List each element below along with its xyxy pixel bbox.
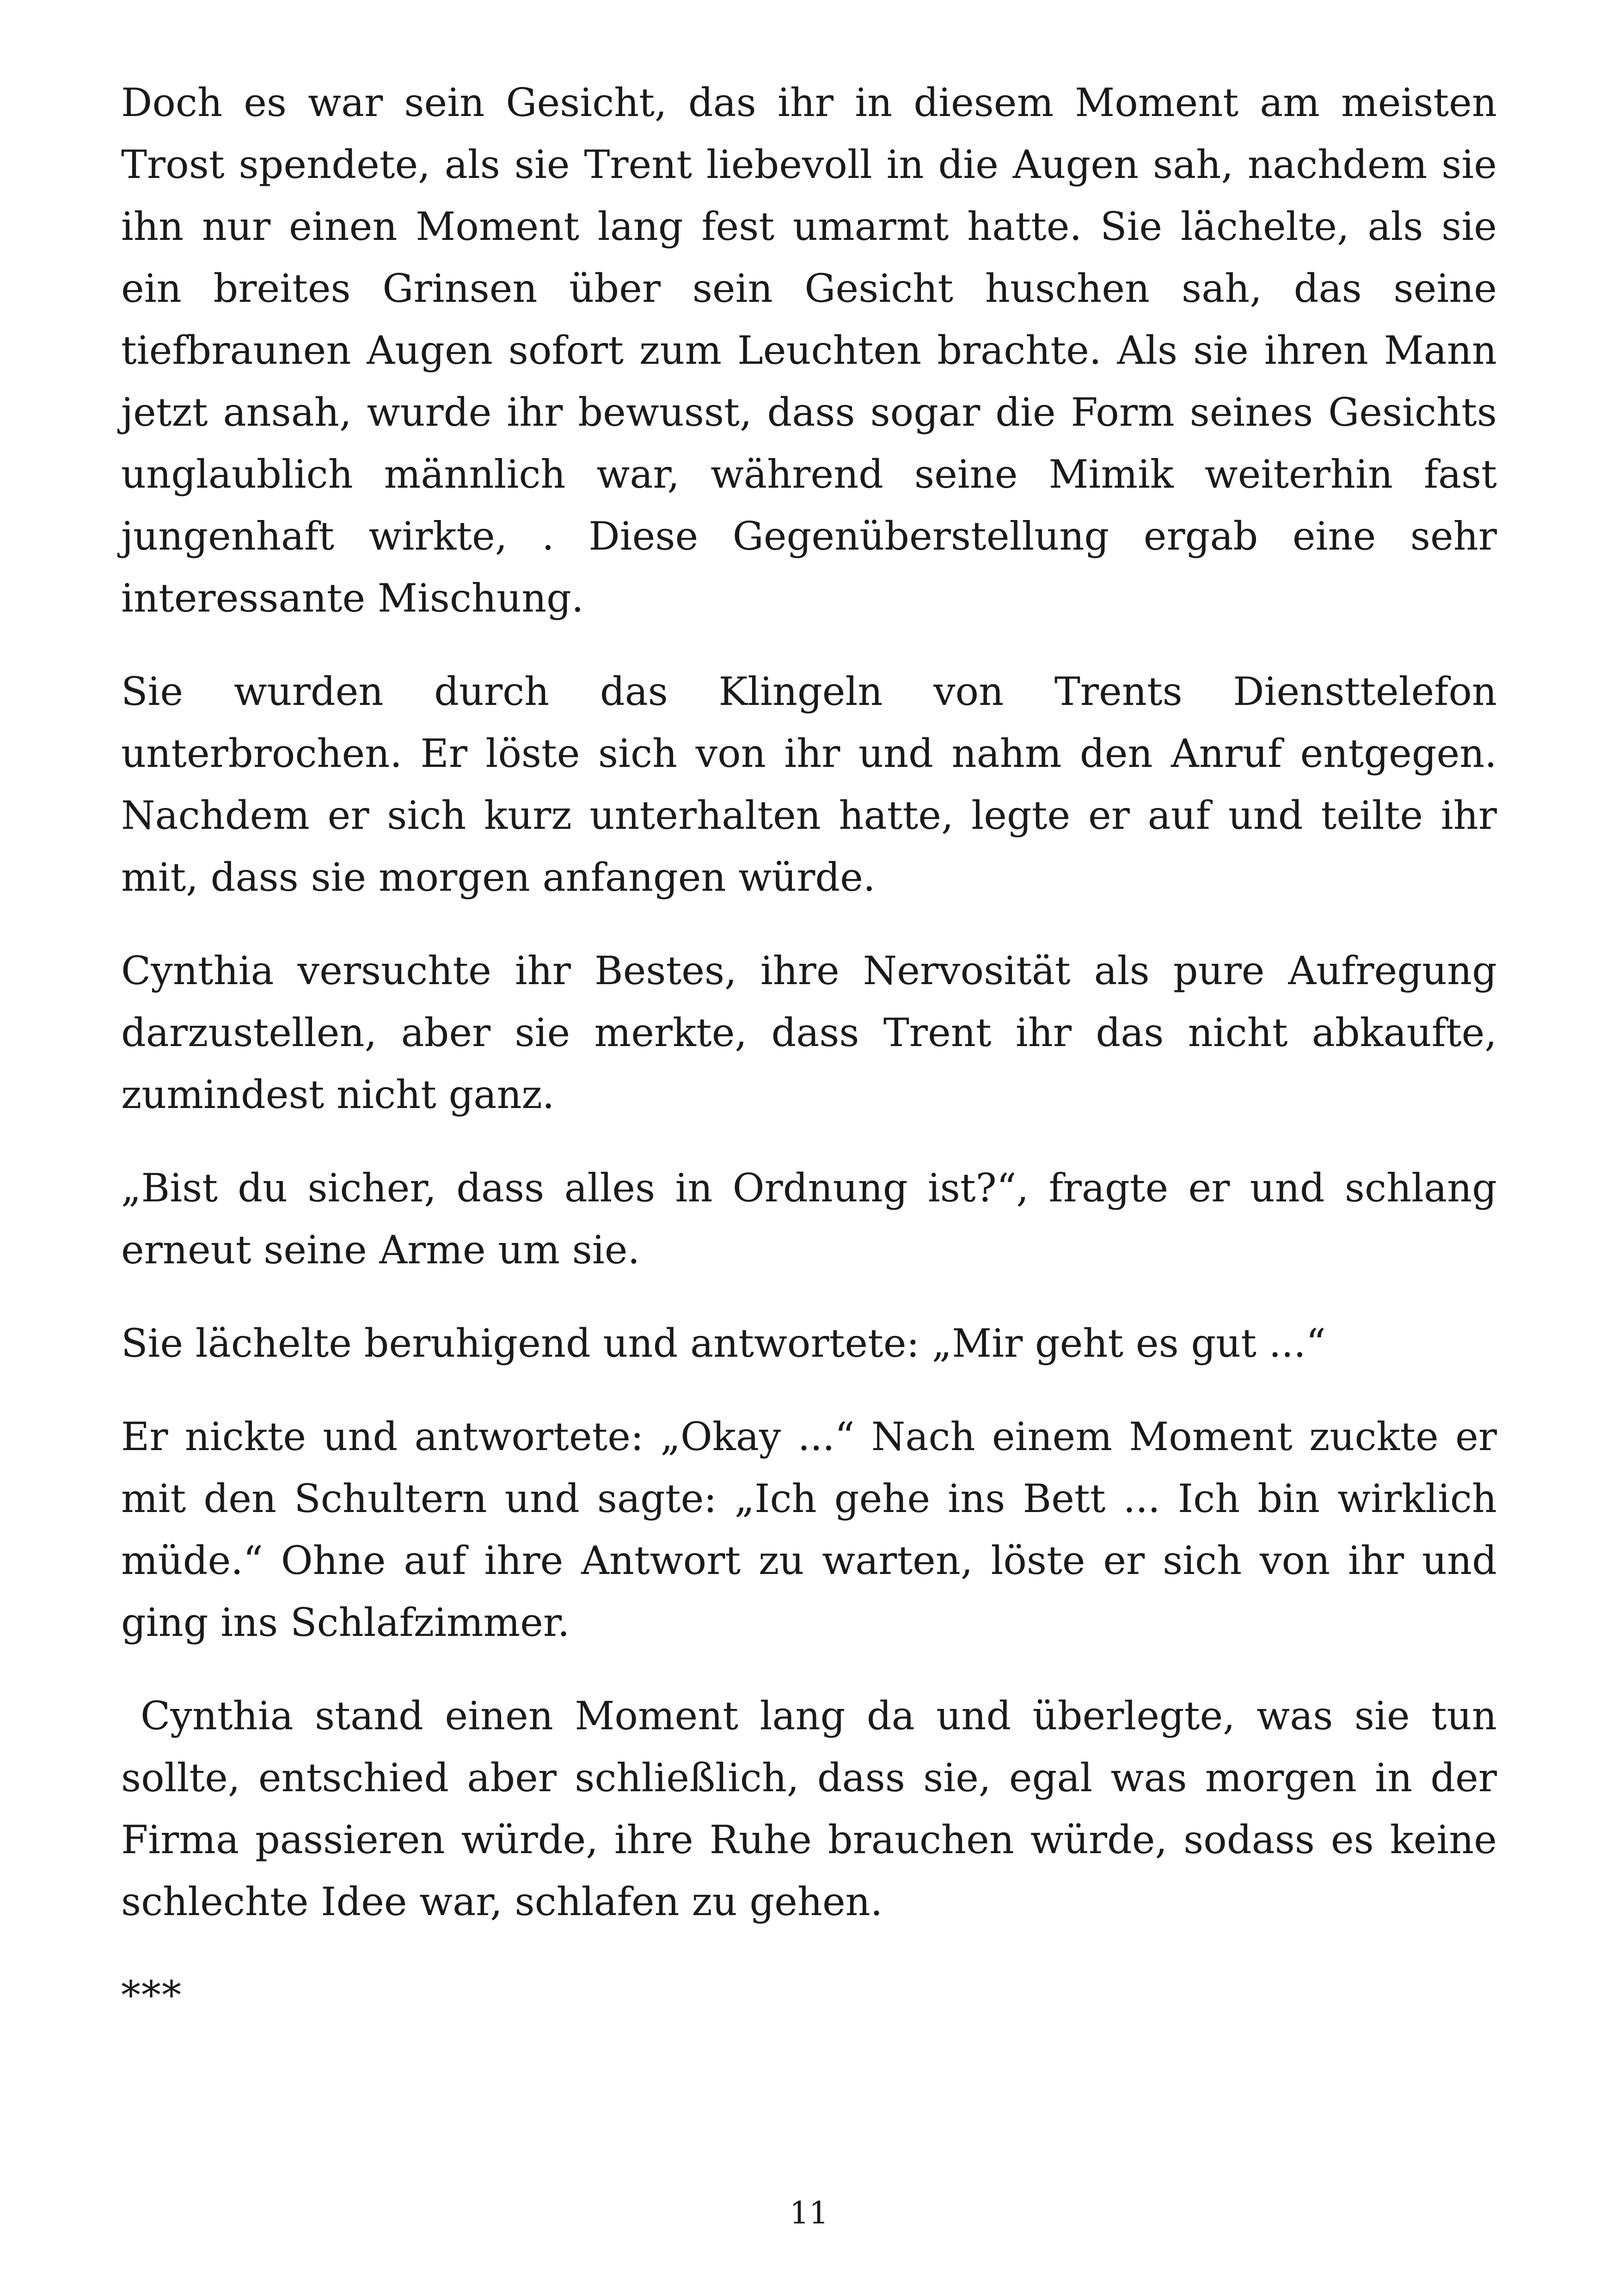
paragraph-4: „Bist du sicher, dass alles in Ordnung ist?“, fragte er und schlang erneut seine Arme um sie. <box>121 1165 1497 1273</box>
body-text <box>121 72 1497 2026</box>
scene-break: *** <box>121 1972 182 2018</box>
page-number: 11 <box>790 2195 828 2231</box>
paragraph-6: Er nickte und antwortete: „Okay ...“ Nach einem Moment zuckte er mit den Schultern und sagte: „Ich gehe ins Bett ... Ich bin wirklich müde.“ Ohne auf ihre Antwort zu warten, löste er sich von ihr und ging ins Schlafzimmer. <box>121 1414 1497 1645</box>
paragraph-1: Doch es war sein Gesicht, das ihr in diesem Moment am meisten Trost spendete, als sie Trent liebevoll in die Augen sah, nachdem sie ihn nur einen Moment lang fest umarmt hatte. Sie lächelte, als sie ein breites Grinsen über sein Gesicht huschen sah, das seine tiefbraunen Augen sofort zum Leuchten brachte. Als sie ihren Mann jetzt ansah, wurde ihr bewusst, dass sogar die Form seines Gesichts unglaublich männlich war, während seine Mimik weiterhin fast jungenhaft wirkte, . Diese Gegenüberstellung ergab eine sehr interessante Mischung. <box>121 80 1497 621</box>
paragraph-7: Cynthia stand einen Moment lang da und überlegte, was sie tun sollte, entschied aber schließlich, dass sie, egal was morgen in der Firma passieren würde, ihre Ruhe brauchen würde, sodass es keine schlechte Idee war, schlafen zu gehen. <box>121 1693 1497 1924</box>
paragraph-2: Sie wurden durch das Klingeln von Trents Diensttelefon unterbrochen. Er löste sich von ihr und nahm den Anruf entgegen. Nachdem er sich kurz unterhalten hatte, legte er auf und teilte ihr mit, dass sie morgen anfangen würde. <box>121 669 1497 900</box>
paragraph-3: Cynthia versuchte ihr Bestes, ihre Nervosität als pure Aufregung darzustellen, aber sie merkte, dass Trent ihr das nicht abkaufte, zumindest nicht ganz. <box>121 948 1497 1117</box>
paragraph-5: Sie lächelte beruhigend und antwortete: „Mir geht es gut ...“ <box>121 1321 1326 1366</box>
